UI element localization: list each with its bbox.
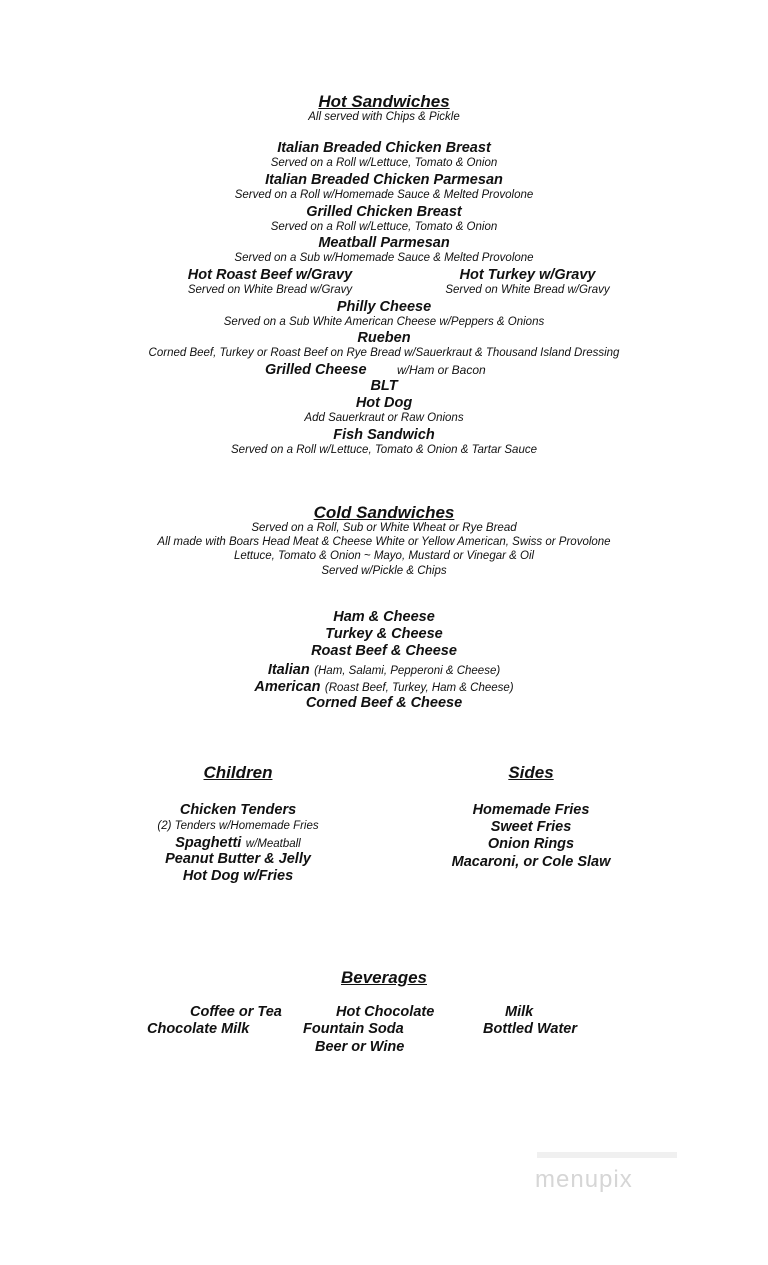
beverage-item: Bottled Water	[483, 1021, 577, 1037]
menu-item-desc: Served on a Roll w/Lettuce, Tomato & Onion & Tartar Sauce	[231, 444, 537, 456]
menu-item-desc: Served on a Roll w/Homemade Sauce & Melted Provolone	[234, 189, 534, 201]
menu-item-name: Italian	[267, 662, 310, 678]
cold-note: Served on a Roll, Sub or White Wheat or Rye Bread	[251, 522, 517, 534]
side-item: Sweet Fries	[490, 819, 572, 835]
menu-item-name: Philly Cheese	[336, 299, 432, 315]
menu-item-italian	[0, 661, 768, 679]
menu-item-desc: Served on White Bread w/Gravy	[187, 284, 353, 296]
menu-item-name: Meatball Parmesan	[318, 235, 450, 251]
children-heading: Children	[203, 763, 273, 782]
menu-item-desc: Served on a Roll w/Lettuce, Tomato & Onion	[270, 221, 498, 233]
side-item: Homemade Fries	[472, 802, 590, 818]
menu-item-desc: Add Sauerkraut or Raw Onions	[304, 412, 464, 424]
menu-item-desc: (Ham, Salami, Pepperoni & Cheese)	[314, 665, 501, 677]
sides-heading: Sides	[508, 763, 554, 782]
menu-item-desc: (2) Tenders w/Homemade Fries	[157, 820, 319, 832]
beverage-item: Milk	[505, 1004, 534, 1020]
menu-item-spaghetti	[118, 834, 358, 852]
menu-item-name: American	[254, 679, 321, 695]
menu-item-name: Grilled Cheese	[265, 362, 367, 378]
beverage-item: Coffee or Tea	[190, 1004, 282, 1020]
cold-note: Lettuce, Tomato & Onion ~ Mayo, Mustard or Vinegar & Oil	[233, 550, 535, 562]
menu-item-desc: Served on White Bread w/Gravy	[445, 284, 610, 296]
hot-sandwiches-heading: Hot Sandwiches	[318, 92, 450, 111]
menu-item-name: Hot Roast Beef w/Gravy	[187, 267, 353, 283]
beverage-item: Chocolate Milk	[147, 1021, 250, 1037]
menu-item-name: Peanut Butter & Jelly	[165, 851, 311, 867]
menu-item-name: Ham & Cheese	[333, 609, 435, 625]
menu-item-name: BLT	[370, 378, 398, 394]
cold-note: All made with Boars Head Meat & Cheese White or Yellow American, Swiss or Provolone	[157, 536, 611, 548]
menu-item-name: Italian Breaded Chicken Parmesan	[265, 172, 503, 188]
menu-item-desc: Corned Beef, Turkey or Roast Beef on Rye Bread w/Sauerkraut & Thousand Island Dressing	[148, 347, 620, 359]
beverage-item: Hot Chocolate	[336, 1004, 435, 1020]
menu-item-name: Spaghetti	[175, 835, 242, 851]
menu-item-desc: (Roast Beef, Turkey, Ham & Cheese)	[324, 682, 514, 694]
menu-item-desc: Served on a Sub White American Cheese w/Peppers & Onions	[223, 316, 545, 328]
menu-item-name: Roast Beef & Cheese	[311, 643, 457, 659]
hot-sandwiches-subtitle: All served with Chips & Pickle	[308, 111, 460, 123]
menu-item-american	[0, 678, 768, 696]
menu-item-name: Italian Breaded Chicken Breast	[277, 140, 491, 156]
menu-item-desc: Served on a Sub w/Homemade Sauce & Melted Provolone	[234, 252, 534, 264]
watermark-bar	[537, 1152, 677, 1158]
watermark-logo: menupix	[535, 1166, 633, 1193]
menu-item-name: Corned Beef & Cheese	[305, 695, 463, 711]
menu-item-desc: Served on a Roll w/Lettuce, Tomato & Onion	[270, 157, 498, 169]
menu-item-name: Grilled Chicken Breast	[306, 204, 462, 220]
side-item: Macaroni, or Cole Slaw	[451, 854, 611, 870]
menu-item-name: Hot Turkey w/Gravy	[459, 267, 596, 283]
menu-item-name: Hot Dog	[355, 395, 413, 411]
menu-item-name: Chicken Tenders	[179, 802, 297, 818]
beverage-item: Fountain Soda	[303, 1021, 404, 1037]
menu-item-name: Turkey & Cheese	[325, 626, 443, 642]
menu-item-desc: w/Meatball	[245, 838, 301, 850]
menu-item-name: Rueben	[357, 330, 411, 346]
menu-item-name: Fish Sandwich	[333, 427, 435, 443]
menu-item-name: Hot Dog w/Fries	[182, 868, 294, 884]
cold-note: Served w/Pickle & Chips	[321, 565, 447, 577]
menu-item-desc: w/Ham or Bacon	[397, 363, 486, 377]
beverage-item: Beer or Wine	[315, 1039, 405, 1055]
beverages-heading: Beverages	[340, 968, 427, 987]
side-item: Onion Rings	[487, 836, 575, 852]
cold-sandwiches-heading: Cold Sandwiches	[313, 503, 455, 522]
